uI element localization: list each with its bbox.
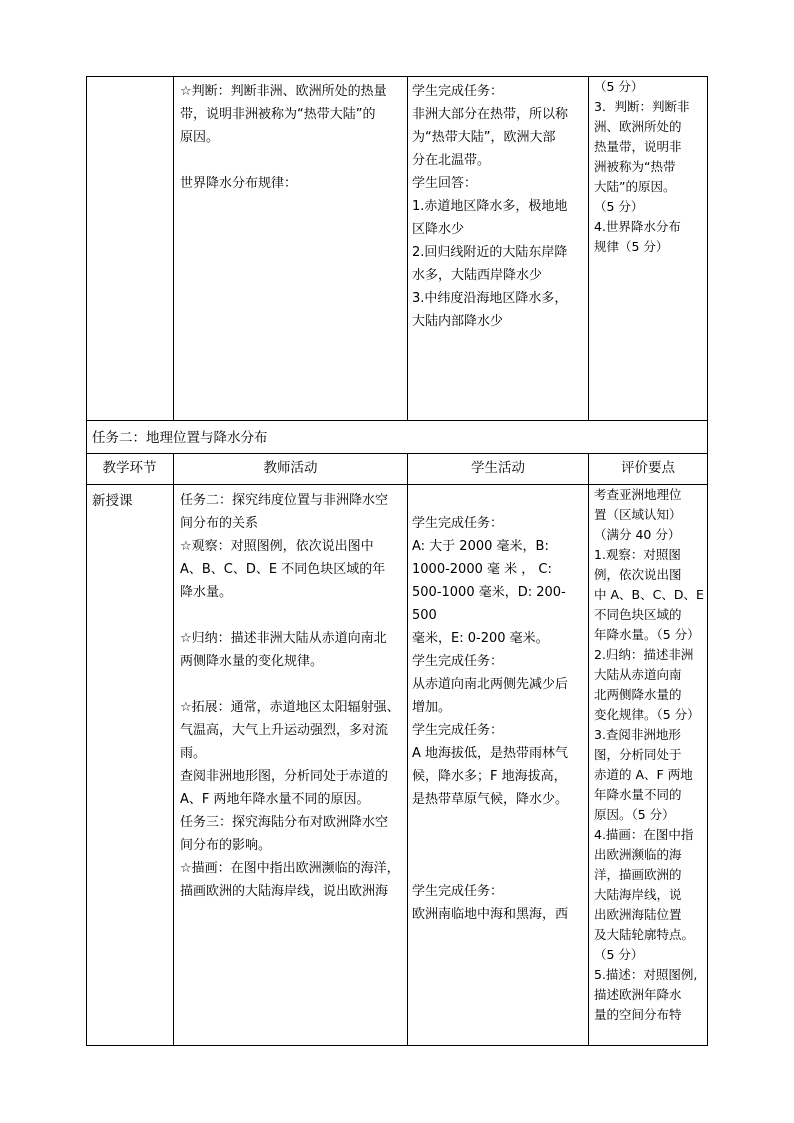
text-line <box>180 673 402 696</box>
text-line: 描画欧洲的大陆海岸线，说出欧洲海 <box>180 884 389 899</box>
text-line <box>180 604 402 627</box>
text-line <box>180 149 402 172</box>
text-line: 例，依次说出图 <box>594 567 682 582</box>
text-line: ☆描画：在图中指出欧洲濒临的海洋， <box>180 861 400 876</box>
text-line <box>412 489 584 512</box>
text-line: 降水量。 <box>180 585 233 600</box>
text-line: 洲被称为“热带 <box>594 159 676 174</box>
text-line: 带，说明非洲被称为“热带大陆”的 <box>180 107 376 122</box>
teacher-activity-cell <box>180 489 402 903</box>
text-line: 学生完成任务： <box>412 723 504 738</box>
column-divider <box>588 76 589 420</box>
text-line <box>412 857 584 880</box>
text-line: 任务三：探究海陆分布对欧洲降水空 <box>180 815 389 830</box>
text-line: 2.回归线附近的大陆东岸降 <box>412 245 568 260</box>
text-line: 任务二：探究纬度位置与非洲降水空 <box>180 493 389 508</box>
text-line: 1.观察：对照图 <box>594 547 681 562</box>
text-line: 置（区域认知） <box>594 507 682 522</box>
teaching-stage-label: 新授课 <box>92 493 133 509</box>
text-line: 500-1000 毫米，D: 200-500 <box>412 585 566 623</box>
text-line: 出欧洲濒临的海 <box>594 847 682 862</box>
text-line: （5 分） <box>594 79 644 94</box>
text-line: ☆判断：判断非洲、欧洲所处的热量 <box>180 84 387 99</box>
student-activity-cell <box>412 489 584 926</box>
text-line: ☆归纳：描述非洲大陆从赤道向南北 <box>180 631 387 646</box>
text-line: 描述欧洲年降水 <box>594 987 682 1002</box>
text-line: 候，降水多；F 地海拔高， <box>412 769 567 784</box>
text-line: 规律（5 分） <box>594 239 669 254</box>
column-divider <box>407 76 408 420</box>
text-line: 洋，描画欧洲的 <box>594 867 682 882</box>
text-line: 查阅非洲地形图，分析同处于赤道的 <box>180 769 389 784</box>
text-line: 北两侧降水量的 <box>594 687 682 702</box>
text-line: 原因。 <box>180 130 220 145</box>
text-line: 出欧洲海陆位置 <box>594 907 682 922</box>
text-line: 4.世界降水分布 <box>594 219 681 234</box>
text-line: 年降水量。（5 分） <box>594 627 700 642</box>
table-border-right <box>707 76 708 1046</box>
text-line: 非洲大部分在热带，所以称 <box>412 107 569 122</box>
text-line <box>412 811 584 834</box>
text-line: 不同色块区域的 <box>594 607 682 622</box>
text-line: 世界降水分布规律： <box>180 176 298 191</box>
table-border-bottom <box>86 1045 708 1046</box>
text-line: A、B、C、D、E 不同色块区域的年 <box>180 562 386 577</box>
text-line: 间分布的关系 <box>180 516 259 531</box>
text-line: 水多，大陆西岸降水少 <box>412 268 543 283</box>
text-line: 4.描画：在图中指 <box>594 827 694 842</box>
row-divider <box>86 453 708 454</box>
header-teacher-activity: 教师活动 <box>263 460 318 476</box>
text-line: 学生回答： <box>412 176 478 191</box>
text-line: 3．判断：判断非 <box>594 99 690 114</box>
text-line: 变化规律。（5 分） <box>594 707 700 722</box>
text-line: 年降水量不同的 <box>594 787 682 802</box>
text-line: 赤道的 A、F 两地 <box>594 767 693 782</box>
text-line: 图，分析同处于 <box>594 747 682 762</box>
text-line: 1.赤道地区降水多，极地地 <box>412 199 568 214</box>
text-line: 3.中纬度沿海地区降水多， <box>412 291 568 306</box>
text-line: 大陆”的原因。 <box>594 179 676 194</box>
text-line: 及大陆轮廓特点。 <box>594 927 695 942</box>
text-line: 气温高，大气上升运动强烈，多对流 <box>180 723 389 738</box>
header-evaluation-points: 评价要点 <box>621 460 675 476</box>
teacher-activity-cell <box>180 80 402 195</box>
text-line: 学生完成任务： <box>412 654 504 669</box>
text-line: A 地海拔低，是热带雨林气 <box>412 746 569 761</box>
text-line: 两侧降水量的变化规律。 <box>180 654 324 669</box>
text-line: 量的空间分布特 <box>594 1007 682 1022</box>
header-teaching-stage: 教学环节 <box>102 460 157 476</box>
text-line: （5 分） <box>594 947 644 962</box>
evaluation-cell <box>594 77 706 257</box>
text-line: A: 大于 2000 毫米，B: <box>412 539 549 554</box>
student-activity-cell <box>412 80 584 333</box>
text-line: 间分布的影响。 <box>180 838 272 853</box>
text-line: 大陆内部降水少 <box>412 314 504 329</box>
text-line: 欧洲南临地中海和黑海，西 <box>412 907 569 922</box>
text-line: ☆拓展：通常，赤道地区太阳辐射强、 <box>180 700 400 715</box>
text-line: 中 A、B、C、D、E <box>594 587 704 602</box>
text-line: A、F 两地年降水量不同的原因。 <box>180 792 370 807</box>
column-divider <box>173 453 174 1046</box>
text-line: 学生完成任务： <box>412 516 504 531</box>
column-divider <box>407 453 408 1046</box>
text-line: （满分 40 分） <box>594 527 681 542</box>
text-line: ☆观察：对照图例，依次说出图中 <box>180 539 374 554</box>
text-line: 毫米，E: 0-200 毫米。 <box>412 631 549 646</box>
text-line: 大陆海岸线，说 <box>594 887 682 902</box>
column-divider <box>588 453 589 1046</box>
text-line: 为“热带大陆”，欧洲大部 <box>412 130 556 145</box>
text-line: 5.描述：对照图例, <box>594 967 698 982</box>
text-line: 区降水少 <box>412 222 465 237</box>
text-line: 洲、欧洲所处的 <box>594 119 682 134</box>
text-line: 1000-2000 毫 米 ， C: <box>412 562 552 577</box>
text-line: 大陆从赤道向南 <box>594 667 682 682</box>
text-line: 热量带，说明非 <box>594 139 682 154</box>
text-line: 是热带草原气候，降水少。 <box>412 792 569 807</box>
text-line: 增加。 <box>412 700 452 715</box>
table-border-left <box>86 76 87 1046</box>
task-two-title: 任务二：地理位置与降水分布 <box>92 430 268 446</box>
text-line: 原因。（5 分） <box>594 807 675 822</box>
column-divider <box>173 76 174 420</box>
text-line: （5 分） <box>594 199 644 214</box>
row-divider <box>86 420 708 421</box>
text-line <box>412 834 584 857</box>
header-student-activity: 学生活动 <box>471 460 525 476</box>
text-line: 2.归纳：描述非洲 <box>594 647 694 662</box>
text-line: 考查亚洲地理位 <box>594 487 682 502</box>
text-line: 学生完成任务： <box>412 84 504 99</box>
text-line: 分在北温带。 <box>412 153 491 168</box>
text-line: 学生完成任务： <box>412 884 504 899</box>
lesson-table <box>86 76 708 1046</box>
text-line: 从赤道向南北两侧先减少后 <box>412 677 569 692</box>
evaluation-cell <box>594 485 706 1025</box>
text-line: 3.查阅非洲地形 <box>594 727 681 742</box>
text-line: 雨。 <box>180 746 207 761</box>
